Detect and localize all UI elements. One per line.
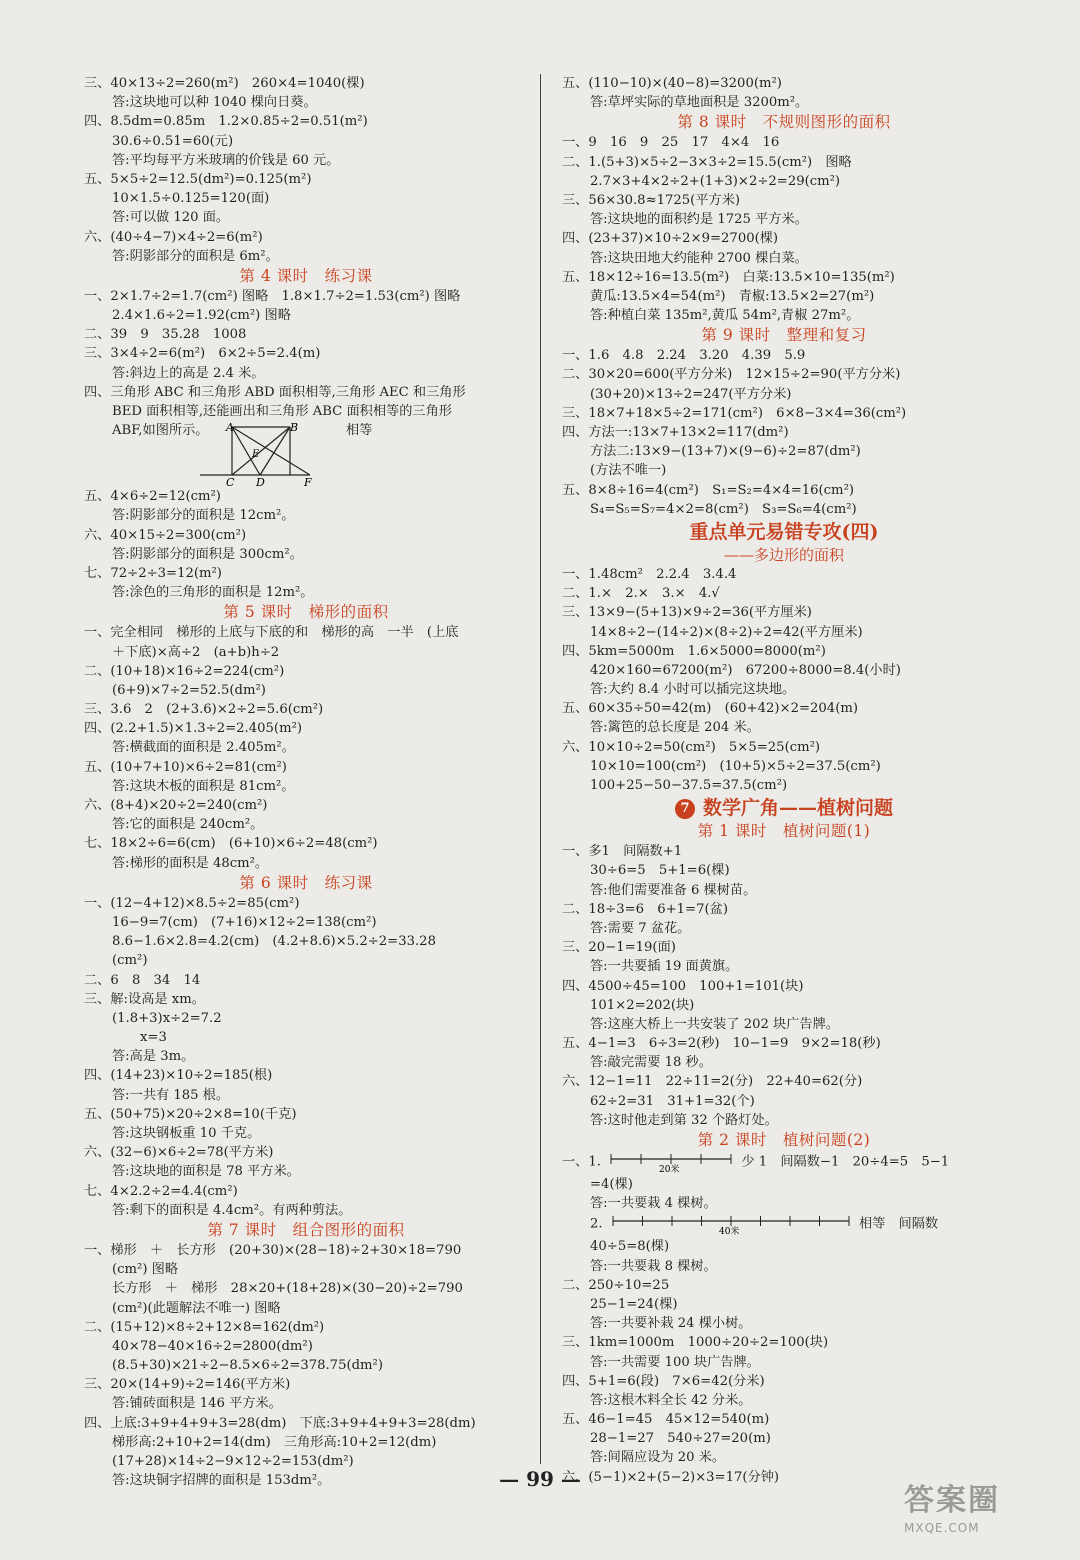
figure-note: 相等 (346, 423, 373, 439)
text-line: 答:平均每平方米玻璃的价钱是 60 元。 (112, 152, 340, 168)
text-line: 一、1.48cm² 2.2.4 3.4.4 (562, 566, 737, 582)
ruler-label: 20米 (659, 1165, 680, 1173)
text-line: 六、12−1=11 22÷11=2(分) 22+40=62(分) (562, 1074, 863, 1090)
question-number: 2. (590, 1216, 603, 1232)
text-line: 420×160=67200(m²) 67200÷8000=8.4(小时) (590, 662, 901, 678)
text-line: 一、9 16 9 25 17 4×4 16 (562, 135, 780, 151)
text-line: 四、5+1=6(段) 7×6=42(分米) (562, 1373, 765, 1389)
text-line: (cm²) (112, 953, 148, 969)
text-line: 答:阴影部分的面积是 300cm²。 (112, 546, 303, 562)
text-line: 答:涂色的三角形的面积是 12m²。 (112, 585, 314, 601)
text-line: 答:一共有 185 根。 (112, 1087, 230, 1103)
text-line: 六、(5−1)×2+(5−2)×3=17(分钟) (562, 1469, 780, 1485)
text-line: ABF,如图所示。 (112, 423, 209, 439)
lesson-heading: 第 5 课时 梯形的面积 (223, 603, 389, 622)
text-line: 答:一共要插 19 面黄旗。 (590, 959, 739, 975)
text-line: 五、46−1=45 45×12=540(m) (562, 1412, 770, 1428)
text-line: (6+9)×7÷2=52.5(dm²) (112, 682, 266, 698)
text-line: 四、5km=5000m 1.6×5000=8000(m²) (562, 643, 826, 659)
question-number: 一、1. (562, 1154, 601, 1170)
vertex-label: D (256, 476, 265, 488)
text-line: 一、多1 间隔数+1 (562, 844, 683, 860)
text-line: 七、4×2.2÷2=4.4(cm²) (84, 1183, 238, 1199)
watermark-text: 答案圈 (904, 1483, 1000, 1518)
text-line: S₄=S₅=S₇=4×2=8(cm²) S₃=S₆=4(cm²) (590, 501, 857, 517)
watermark-url: MXQE.COM (904, 1521, 980, 1535)
text-line: 梯形高:2+10+2=14(dm) 三角形高:10+2=12(dm) (112, 1434, 437, 1450)
text-line: 答:这块木板的面积是 81cm²。 (112, 778, 295, 794)
text-line: 答:他们需要准备 6 棵树苗。 (590, 882, 757, 898)
text-line: 答:需要 7 盆花。 (590, 920, 691, 936)
text-line: 二、1.× 2.× 3.× 4.√ (562, 586, 720, 602)
page-number: — 99 — (499, 1467, 581, 1491)
text-line: 答:这块钢板重 10 千克。 (112, 1126, 261, 1141)
text-line: 10×1.5÷0.125=120(面) (112, 191, 270, 207)
text-line: 方法二:13×9−(13+7)×(9−6)÷2=87(dm²) (590, 444, 861, 460)
text-line: 二、30×20=600(平方分米) 12×15÷2=90(平方分米) (562, 367, 901, 383)
text-line: 四、8.5dm=0.85m 1.2×0.85÷2=0.51(m²) (84, 114, 368, 130)
text-line: (方法不唯一) (590, 463, 667, 479)
text-line: (cm²) 图略 (112, 1262, 179, 1278)
text-line: 七、72÷2÷3=12(m²) (84, 565, 222, 581)
text-line: 三、1km=1000m 1000÷20÷2=100(块) (562, 1335, 829, 1351)
text-line: x=3 (140, 1030, 167, 1046)
text-line: 四、(23+37)×10÷2×9=2700(棵) (562, 231, 779, 247)
text-line: 三、20×(14+9)÷2=146(平方米) (84, 1377, 291, 1393)
text-line: 三、13×9−(5+13)×9÷2=36(平方厘米) (562, 605, 812, 621)
text-line: 28−1=27 540÷27=20(m) (590, 1431, 771, 1447)
text-line: 2.7×3+4×2÷2+(1+3)×2÷2=29(cm²) (590, 173, 841, 189)
text-line: 25−1=24(棵) (590, 1296, 678, 1312)
text-line: 30.6÷0.51=60(元) (112, 133, 234, 149)
text-line: 答:间隔应设为 20 米。 (590, 1450, 726, 1466)
text-line: 答:一共要栽 4 棵树。 (590, 1196, 717, 1212)
text-line: 六、(8+4)×20÷2=240(cm²) (84, 798, 268, 813)
text-line: (cm²)(此题解法不唯一) 图略 (112, 1300, 281, 1316)
text-line: 六、(32−6)×6÷2=78(平方米) (84, 1145, 274, 1161)
lesson-heading: 第 9 课时 整理和复习 (701, 326, 867, 345)
unit-title (562, 795, 1006, 821)
tree-spacing-ruler (611, 1213, 851, 1235)
right-column (562, 74, 1006, 1487)
unit-title-text: 数学广角——植树问题 (702, 797, 893, 820)
text-line: 62÷2=31 31+1=32(个) (590, 1093, 755, 1109)
text-line: 黄瓜:13.5×4=54(m²) 青椒:13.5×2=27(m²) (590, 288, 875, 304)
text-line: ＋下底)×高÷2 (a+b)h÷2 (112, 644, 280, 660)
answer-text: 相等 间隔数 (859, 1216, 939, 1232)
text-line: 二、(10+18)×16÷2=224(cm²) (84, 663, 285, 679)
text-line: 四、三角形 ABC 和三角形 ABD 面积相等,三角形 AEC 和三角形 (84, 384, 466, 400)
text-line: 30÷6=5 5+1=6(棵) (590, 863, 730, 879)
answer-text: 少 1 间隔数−1 20÷4=5 5−1 (741, 1154, 950, 1170)
text-line: 三、56×30.8≈1725(平方米) (562, 192, 741, 208)
text-line: 三、3×4÷2=6(m²) 6×2÷5=2.4(m) (84, 346, 321, 362)
text-line: 答:它的面积是 240cm²。 (112, 817, 264, 833)
text-line: 40×78−40×16÷2=2800(dm²) (112, 1338, 313, 1354)
text-line: (1.8+3)x÷2=7.2 (112, 1010, 222, 1026)
text-line: 二、1.(5+3)×5÷2−3×3÷2=15.5(cm²) 图略 (562, 154, 852, 170)
vertex-label: F (304, 476, 312, 488)
text-line: 8.6−1.6×2.8=4.2(cm) (4.2+8.6)×5.2÷2=33.28 (112, 934, 436, 950)
text-line: 一、1.6 4.8 2.24 3.20 4.39 5.9 (562, 348, 806, 364)
text-line: 答:一共要栽 8 棵树。 (590, 1258, 717, 1274)
text-line: 五、(110−10)×(40−8)=3200(m²) (562, 76, 782, 91)
text-line: 答:斜边上的高是 2.4 米。 (112, 365, 265, 381)
column-divider (540, 74, 541, 1464)
text-line: (30+20)×13÷2=247(平方分米) (590, 386, 792, 402)
text-line (562, 1151, 1006, 1175)
text-line: 10×10=100(cm²) (10+5)×5÷2=37.5(cm²) (590, 758, 881, 774)
text-line: (17+28)×14÷2−9×12÷2=153(dm²) (112, 1454, 354, 1469)
text-line: 2.4×1.6÷2=1.92(cm²) 图略 (112, 308, 291, 324)
text-line: 六、(40÷4−7)×4÷2=6(m²) (84, 229, 263, 245)
text-line: 答:这块地可以种 1040 棵向日葵。 (112, 95, 317, 111)
ruler-label: 40米 (718, 1227, 740, 1236)
text-line: 五、4−1=3 6÷3=2(秒) 10−1=9 9×2=18(秒) (562, 1036, 881, 1052)
lesson-heading: 第 1 课时 植树问题(1) (697, 822, 871, 841)
triangle-figure (84, 421, 528, 487)
lesson-heading: 第 2 课时 植树问题(2) (697, 1131, 871, 1149)
text-line: 答:高是 3m。 (112, 1049, 195, 1065)
text-line: 四、方法一:13×7+13×2=117(dm²) (562, 425, 789, 440)
lesson-heading: 第 7 课时 组合图形的面积 (207, 1220, 405, 1239)
text-line: BED 面积相等,还能画出和三角形 ABC 面积相等的三角形 (112, 404, 452, 419)
text-line: 三、3.6 2 (2+3.6)×2÷2=5.6(cm²) (84, 702, 324, 718)
text-line: 六、10×10÷2=50(cm²) 5×5=25(cm²) (562, 739, 821, 755)
text-line: 答:阴影部分的面积是 6m²。 (112, 248, 279, 264)
text-line: 答:这根木料全长 42 分米。 (590, 1392, 752, 1408)
text-line: 答:这块铜字招牌的面积是 153dm²。 (112, 1473, 331, 1489)
text-line: 答:种植白菜 135m²,黄瓜 54m²,青椒 27m²。 (590, 308, 860, 324)
text-line: 四、上底:3+9+4+9+3=28(dm) 下底:3+9+4+9+3=28(dm) (84, 1415, 476, 1431)
lesson-heading: 第 4 课时 练习课 (239, 266, 373, 285)
watermark-logo (904, 1475, 1054, 1551)
text-line: 101×2=202(块) (590, 997, 695, 1013)
text-line: 五、5×5÷2=12.5(dm²)=0.125(m²) (84, 171, 312, 187)
text-line: 答:阴影部分的面积是 12cm²。 (112, 508, 295, 524)
text-line: 答:可以做 120 面。 (112, 210, 230, 226)
text-line: 答:这块田地大约能种 2700 棵白菜。 (590, 250, 808, 266)
text-line: 三、解:设高是 xm。 (84, 991, 205, 1007)
lesson-heading: 第 6 课时 练习课 (239, 873, 373, 892)
vertex-label: C (226, 476, 235, 488)
text-line: 二、(15+12)×8÷2+12×8=162(dm²) (84, 1319, 325, 1335)
text-line: 16−9=7(cm) (7+16)×12÷2=138(cm²) (112, 914, 377, 930)
text-line: 答:这时他走到第 32 个路灯处。 (590, 1112, 778, 1128)
text-line: 答:敲完需要 18 秒。 (590, 1055, 712, 1071)
text-line: 五、18×12÷16=13.5(m²) 白菜:13.5×10=135(m²) (562, 269, 895, 285)
text-line: 答:横截面的面积是 2.405m²。 (112, 740, 295, 756)
text-line: 答:一共要补栽 24 棵小树。 (590, 1316, 752, 1332)
text-line: (8.5+30)×21÷2−8.5×6÷2=378.75(dm²) (112, 1358, 383, 1374)
text-line: 五、8×8÷16=4(cm²) S₁=S₂=4×4=16(cm²) (562, 482, 854, 498)
text-line: 五、60×35÷50=42(m) (60+42)×2=204(m) (562, 701, 858, 717)
unit-review-title: 重点单元易错专攻(四) (689, 520, 879, 543)
text-line: 长方形 ＋ 梯形 28×20+(18+28)×(30−20)÷2=790 (112, 1281, 463, 1297)
text-line: 六、40×15÷2=300(cm²) (84, 527, 247, 543)
text-line: 四、(14+23)×10÷2=185(根) (84, 1068, 273, 1084)
text-line: 答:梯形的面积是 48cm²。 (112, 855, 269, 871)
tree-spacing-ruler (609, 1151, 733, 1173)
text-line: 答:这座大桥上一共安装了 202 块广告牌。 (590, 1016, 839, 1032)
text-line: 14×8÷2−(14÷2)×(8÷2)÷2=42(平方厘米) (590, 624, 863, 640)
unit-review-subtitle: ——多边形的面积 (723, 545, 844, 564)
text-line: 五、(10+7+10)×6÷2=81(cm²) (84, 759, 287, 775)
text-line: 答:大约 8.4 小时可以插完这块地。 (590, 682, 796, 698)
text-line: 40÷5=8(棵) (590, 1239, 670, 1255)
text-line: 答:篱笆的总长度是 204 米。 (590, 720, 760, 736)
text-line: 答:一共需要 100 块广告牌。 (590, 1354, 760, 1370)
text-line: 答:铺砖面积是 146 平方米。 (112, 1396, 282, 1412)
text-line: 一、梯形 ＋ 长方形 (20+30)×(28−18)÷2+30×18=790 (84, 1242, 462, 1258)
lesson-heading: 第 8 课时 不规则图形的面积 (677, 113, 891, 132)
text-line: 三、18×7+18×5÷2=171(cm²) 6×8−3×4=36(cm²) (562, 405, 907, 421)
text-line: =4(棵) (590, 1177, 633, 1192)
text-line: 二、6 8 34 14 (84, 972, 201, 988)
text-line (562, 1213, 1006, 1237)
text-line: 五、(50+75)×20÷2×8=10(千克) (84, 1106, 297, 1122)
text-line: 答:这块地的面积约是 1725 平方米。 (590, 212, 808, 228)
text-line: 四、4500÷45=100 100+1=101(块) (562, 978, 804, 994)
text-line: 五、4×6÷2=12(cm²) (84, 489, 221, 505)
left-column (84, 74, 528, 1490)
text-line: 四、(2.2+1.5)×1.3÷2=2.405(m²) (84, 721, 303, 737)
text-line: 100+25−50−37.5=37.5(cm²) (590, 778, 788, 793)
text-line: 二、18÷3=6 6+1=7(盆) (562, 901, 728, 917)
vertex-label: E (252, 449, 260, 461)
text-line: 二、250÷10=25 (562, 1277, 670, 1293)
trapezoid-diagram (128, 421, 328, 487)
vertex-label: A (226, 421, 234, 435)
text-line: 一、2×1.7÷2=1.7(cm²) 图略 1.8×1.7÷2=1.53(cm²) 图略 (84, 288, 461, 304)
text-line: 三、40×13÷2=260(m²) 260×4=1040(棵) (84, 76, 365, 91)
text-line: 二、39 9 35.28 1008 (84, 327, 247, 343)
vertex-label: B (290, 421, 299, 435)
unit-number-badge: 7 (675, 799, 695, 819)
text-line: 答:这块地的面积是 78 平方米。 (112, 1164, 300, 1180)
text-line: 三、20−1=19(面) (562, 940, 676, 956)
text-line: 答:剩下的面积是 4.4cm²。有两种剪法。 (112, 1202, 352, 1218)
text-line: 一、(12−4+12)×8.5÷2=85(cm²) (84, 895, 300, 911)
text-line: 一、完全相同 梯形的上底与下底的和 梯形的高 一半 (上底 (84, 625, 459, 641)
text-line: 七、18×2÷6=6(cm) (6+10)×6÷2=48(cm²) (84, 836, 378, 852)
text-line: 答:草坪实际的草地面积是 3200m²。 (590, 95, 809, 111)
